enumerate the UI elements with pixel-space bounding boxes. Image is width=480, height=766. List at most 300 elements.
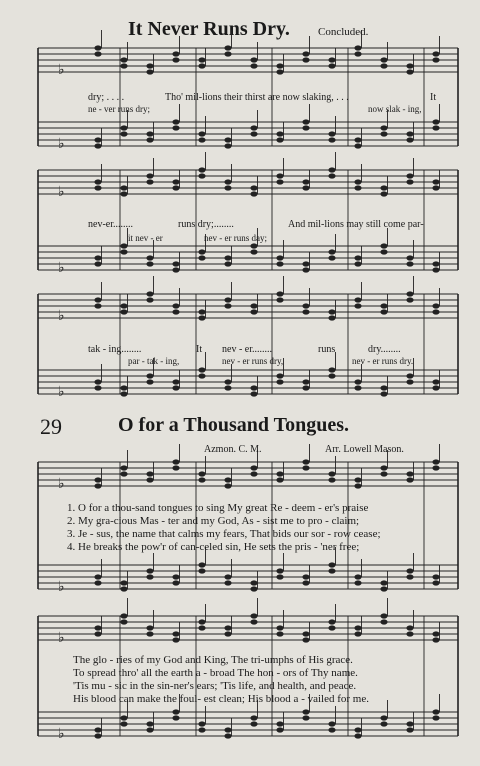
lyric-line: nev - er........ xyxy=(222,344,272,355)
note-head xyxy=(146,69,153,74)
note-head xyxy=(354,483,361,488)
note-head xyxy=(380,465,387,470)
note-head xyxy=(380,613,387,618)
note-head xyxy=(224,179,231,184)
note-head xyxy=(302,715,309,720)
lyric-small: now slak - ing, xyxy=(368,104,422,114)
note-head xyxy=(432,119,439,124)
note-head xyxy=(120,385,127,390)
lyric-small: nev - er runs day; xyxy=(204,233,267,243)
lyric-line: It xyxy=(196,344,203,355)
verse-line: 3. Je - sus, the name that calms my fears, That bids our sor - row cease; xyxy=(67,528,381,540)
note-head xyxy=(328,625,335,630)
note-head xyxy=(250,249,257,254)
note-head xyxy=(172,580,179,585)
note-head xyxy=(276,625,283,630)
note-head xyxy=(354,631,361,636)
note-head xyxy=(198,249,205,254)
note-head xyxy=(172,709,179,714)
note-head xyxy=(198,255,205,260)
note-head xyxy=(120,185,127,190)
note-head xyxy=(224,727,231,732)
note-head xyxy=(354,51,361,56)
note-head xyxy=(380,721,387,726)
note-head xyxy=(172,185,179,190)
note-head xyxy=(302,179,309,184)
note-head xyxy=(94,137,101,142)
note-head xyxy=(354,261,361,266)
note-head xyxy=(146,574,153,579)
note-head xyxy=(406,173,413,178)
note-head xyxy=(328,173,335,178)
note-head xyxy=(146,297,153,302)
note-head xyxy=(354,137,361,142)
note-head xyxy=(406,255,413,260)
lyric-line: nev-er........ xyxy=(88,219,133,230)
note-head xyxy=(380,391,387,396)
note-head xyxy=(146,568,153,573)
verse-line: His blood can make the foul- est clean; His blood a - vailed for me. xyxy=(73,693,369,705)
note-head xyxy=(146,261,153,266)
note-head xyxy=(94,631,101,636)
note-head xyxy=(250,57,257,62)
note-head xyxy=(406,568,413,573)
clef-icon: ♭ xyxy=(58,476,65,492)
note-head xyxy=(198,173,205,178)
note-head xyxy=(432,459,439,464)
note-head xyxy=(302,261,309,266)
note-head xyxy=(380,619,387,624)
note-head xyxy=(328,727,335,732)
clef-icon: ♭ xyxy=(58,579,65,595)
note-head xyxy=(432,185,439,190)
note-head xyxy=(432,465,439,470)
note-head xyxy=(198,568,205,573)
tune-name: Azmon. C. M. xyxy=(204,444,262,455)
lyric-line: tak - ing........ xyxy=(88,344,142,355)
note-head xyxy=(354,297,361,302)
note-head xyxy=(354,580,361,585)
note-head xyxy=(406,261,413,266)
note-head xyxy=(380,580,387,585)
note-head xyxy=(120,391,127,396)
note-head xyxy=(328,562,335,567)
note-head xyxy=(406,179,413,184)
note-head xyxy=(198,471,205,476)
note-head xyxy=(198,721,205,726)
note-head xyxy=(94,51,101,56)
note-head xyxy=(224,625,231,630)
clef-icon: ♭ xyxy=(58,726,65,742)
note-head xyxy=(94,477,101,482)
note-head xyxy=(172,309,179,314)
note-head xyxy=(146,379,153,384)
note-head xyxy=(172,261,179,266)
note-head xyxy=(224,631,231,636)
note-head xyxy=(120,309,127,314)
note-head xyxy=(120,715,127,720)
note-head xyxy=(276,297,283,302)
clef-icon: ♭ xyxy=(58,136,65,152)
note-head xyxy=(432,309,439,314)
note-head xyxy=(250,303,257,308)
note-head xyxy=(224,137,231,142)
note-head xyxy=(172,465,179,470)
note-head xyxy=(146,173,153,178)
note-head xyxy=(302,637,309,642)
note-head xyxy=(380,309,387,314)
note-head xyxy=(406,727,413,732)
note-head xyxy=(172,125,179,130)
note-head xyxy=(302,385,309,390)
note-head xyxy=(276,727,283,732)
note-head xyxy=(276,131,283,136)
verse-line: 'Tis mu - sic in the sin-ner's ears; 'Tis life, and health, and peace. xyxy=(73,680,357,692)
note-head xyxy=(94,179,101,184)
note-head xyxy=(276,379,283,384)
lyric-small: par - tak - ing, xyxy=(128,356,180,366)
note-head xyxy=(224,51,231,56)
note-head xyxy=(302,574,309,579)
note-head xyxy=(328,167,335,172)
note-head xyxy=(380,191,387,196)
clef-icon: ♭ xyxy=(58,308,65,324)
note-head xyxy=(276,471,283,476)
note-head xyxy=(432,267,439,272)
note-head xyxy=(224,45,231,50)
note-head xyxy=(146,137,153,142)
note-head xyxy=(250,243,257,248)
note-head xyxy=(354,45,361,50)
note-head xyxy=(406,373,413,378)
note-head xyxy=(432,303,439,308)
note-head xyxy=(302,631,309,636)
lyric-small: ne - ver runs dry; xyxy=(88,104,150,114)
lyric-line: And mil-lions may still come par- xyxy=(288,219,424,230)
note-head xyxy=(120,465,127,470)
lyric-small: nev - er runs dry. xyxy=(352,356,414,366)
note-head xyxy=(172,179,179,184)
note-head xyxy=(328,367,335,372)
note-head xyxy=(328,63,335,68)
note-head xyxy=(120,57,127,62)
note-head xyxy=(120,586,127,591)
note-head xyxy=(250,586,257,591)
note-head xyxy=(146,63,153,68)
note-head xyxy=(406,291,413,296)
note-head xyxy=(354,727,361,732)
note-head xyxy=(250,131,257,136)
note-head xyxy=(406,477,413,482)
note-head xyxy=(172,715,179,720)
note-head xyxy=(172,459,179,464)
note-head xyxy=(276,137,283,142)
note-head xyxy=(354,185,361,190)
note-head xyxy=(224,574,231,579)
note-head xyxy=(224,379,231,384)
note-head xyxy=(94,261,101,266)
note-head xyxy=(406,297,413,302)
note-head xyxy=(354,574,361,579)
note-head xyxy=(406,625,413,630)
note-head xyxy=(94,727,101,732)
note-head xyxy=(432,125,439,130)
note-head xyxy=(406,471,413,476)
note-head xyxy=(380,185,387,190)
note-head xyxy=(302,709,309,714)
note-head xyxy=(94,185,101,190)
note-head xyxy=(94,733,101,738)
note-head xyxy=(120,619,127,624)
note-head xyxy=(250,465,257,470)
note-head xyxy=(302,51,309,56)
note-head xyxy=(354,379,361,384)
note-head xyxy=(250,619,257,624)
note-head xyxy=(380,131,387,136)
verse-line: To spread thro' all the earth a - broad The hon - ors of Thy name. xyxy=(73,667,358,679)
note-head xyxy=(302,309,309,314)
song-title: O for a Thousand Tongues. xyxy=(118,414,350,436)
note-head xyxy=(198,63,205,68)
note-head xyxy=(276,255,283,260)
note-head xyxy=(146,625,153,630)
note-head xyxy=(198,137,205,142)
note-head xyxy=(172,119,179,124)
note-head xyxy=(432,709,439,714)
note-head xyxy=(94,297,101,302)
note-head xyxy=(406,63,413,68)
note-head xyxy=(276,69,283,74)
note-head xyxy=(328,255,335,260)
note-head xyxy=(94,580,101,585)
note-head xyxy=(198,562,205,567)
note-head xyxy=(172,574,179,579)
note-head xyxy=(250,580,257,585)
note-head xyxy=(302,580,309,585)
note-head xyxy=(146,131,153,136)
note-head xyxy=(198,619,205,624)
note-head xyxy=(302,459,309,464)
note-head xyxy=(250,471,257,476)
song-title: It Never Runs Dry. xyxy=(128,18,290,40)
note-head xyxy=(380,586,387,591)
note-head xyxy=(224,303,231,308)
note-head xyxy=(146,721,153,726)
note-head xyxy=(328,57,335,62)
note-head xyxy=(198,167,205,172)
note-head xyxy=(406,631,413,636)
note-head xyxy=(120,249,127,254)
note-head xyxy=(328,249,335,254)
note-head xyxy=(120,131,127,136)
note-head xyxy=(250,391,257,396)
note-head xyxy=(432,574,439,579)
lyric-small: nev - er runs dry, xyxy=(222,356,284,366)
note-head xyxy=(354,733,361,738)
note-head xyxy=(172,379,179,384)
note-head xyxy=(94,379,101,384)
note-head xyxy=(406,69,413,74)
note-head xyxy=(432,637,439,642)
note-head xyxy=(120,721,127,726)
note-head xyxy=(198,315,205,320)
note-head xyxy=(172,57,179,62)
note-head xyxy=(276,179,283,184)
note-head xyxy=(406,137,413,142)
note-head xyxy=(276,631,283,636)
note-head xyxy=(432,261,439,266)
note-head xyxy=(198,131,205,136)
note-head xyxy=(94,625,101,630)
song-note: Concluded. xyxy=(318,26,369,38)
note-head xyxy=(328,619,335,624)
note-head xyxy=(406,721,413,726)
note-head xyxy=(224,477,231,482)
note-head xyxy=(406,379,413,384)
note-head xyxy=(276,173,283,178)
lyric-line: Tho' mil-lions their thirst are now slaking, . . . xyxy=(165,92,349,103)
note-head xyxy=(380,471,387,476)
note-head xyxy=(146,471,153,476)
note-head xyxy=(354,303,361,308)
lyric-line: dry........ xyxy=(368,344,401,355)
note-head xyxy=(146,631,153,636)
note-head xyxy=(224,483,231,488)
lyric-small: it nev - er xyxy=(128,233,163,243)
note-head xyxy=(328,131,335,136)
note-head xyxy=(328,309,335,314)
note-head xyxy=(224,733,231,738)
note-head xyxy=(302,303,309,308)
note-head xyxy=(172,637,179,642)
note-head xyxy=(250,309,257,314)
lyric-line: runs xyxy=(318,344,336,355)
note-head xyxy=(380,303,387,308)
note-head xyxy=(94,45,101,50)
note-head xyxy=(198,477,205,482)
note-head xyxy=(432,57,439,62)
note-head xyxy=(380,715,387,720)
note-head xyxy=(432,379,439,384)
note-head xyxy=(198,727,205,732)
note-head xyxy=(432,51,439,56)
note-head xyxy=(276,63,283,68)
note-head xyxy=(302,185,309,190)
note-head xyxy=(120,125,127,130)
lyric-line: dry; . . . . xyxy=(88,92,125,103)
note-head xyxy=(328,471,335,476)
note-head xyxy=(120,613,127,618)
clef-icon: ♭ xyxy=(58,260,65,276)
note-head xyxy=(198,57,205,62)
note-head xyxy=(224,580,231,585)
verse-line: 4. He breaks the pow'r of can-celed sin, He sets the pris - 'ner free; xyxy=(67,541,360,553)
note-head xyxy=(146,477,153,482)
note-head xyxy=(120,191,127,196)
note-head xyxy=(224,297,231,302)
note-head xyxy=(198,373,205,378)
note-head xyxy=(94,303,101,308)
note-head xyxy=(354,255,361,260)
note-head xyxy=(250,385,257,390)
note-head xyxy=(328,568,335,573)
note-head xyxy=(120,63,127,68)
note-head xyxy=(276,261,283,266)
note-head xyxy=(328,721,335,726)
note-head xyxy=(432,179,439,184)
note-head xyxy=(224,385,231,390)
note-head xyxy=(172,631,179,636)
note-head xyxy=(432,580,439,585)
note-head xyxy=(276,291,283,296)
note-head xyxy=(250,715,257,720)
note-head xyxy=(120,243,127,248)
note-head xyxy=(276,721,283,726)
lyric-line: runs dry;........ xyxy=(178,219,234,230)
note-head xyxy=(94,483,101,488)
note-head xyxy=(302,57,309,62)
note-head xyxy=(224,143,231,148)
clef-icon: ♭ xyxy=(58,384,65,400)
note-head xyxy=(146,255,153,260)
note-head xyxy=(354,179,361,184)
note-head xyxy=(328,137,335,142)
note-head xyxy=(250,191,257,196)
note-head xyxy=(198,367,205,372)
note-head xyxy=(120,471,127,476)
note-head xyxy=(328,477,335,482)
hymn-number: 29 xyxy=(40,414,62,439)
note-head xyxy=(354,477,361,482)
note-head xyxy=(120,580,127,585)
note-head xyxy=(146,179,153,184)
note-head xyxy=(276,568,283,573)
note-head xyxy=(432,715,439,720)
note-head xyxy=(328,315,335,320)
lyric-line: It xyxy=(430,92,437,103)
clef-icon: ♭ xyxy=(58,630,65,646)
verse-line: 2. My gra-cious Mas - ter and my God, As - sist me to pro - claim; xyxy=(67,515,360,527)
note-head xyxy=(302,125,309,130)
note-head xyxy=(172,51,179,56)
note-head xyxy=(380,385,387,390)
note-head xyxy=(198,309,205,314)
note-head xyxy=(172,385,179,390)
note-head xyxy=(276,373,283,378)
note-head xyxy=(172,267,179,272)
note-head xyxy=(172,303,179,308)
note-head xyxy=(224,261,231,266)
arranger: Arr. Lowell Mason. xyxy=(325,444,404,455)
note-head xyxy=(380,57,387,62)
clef-icon: ♭ xyxy=(58,184,65,200)
note-head xyxy=(302,465,309,470)
note-head xyxy=(94,255,101,260)
note-head xyxy=(146,373,153,378)
note-head xyxy=(354,385,361,390)
note-head xyxy=(406,574,413,579)
note-head xyxy=(94,385,101,390)
note-head xyxy=(432,631,439,636)
note-head xyxy=(250,613,257,618)
note-head xyxy=(250,721,257,726)
note-head xyxy=(198,625,205,630)
note-head xyxy=(250,63,257,68)
note-head xyxy=(328,373,335,378)
note-head xyxy=(380,243,387,248)
note-head xyxy=(146,727,153,732)
verse-line: 1. O for a thou-sand tongues to sing My great Re - deem - er's praise xyxy=(67,502,369,514)
